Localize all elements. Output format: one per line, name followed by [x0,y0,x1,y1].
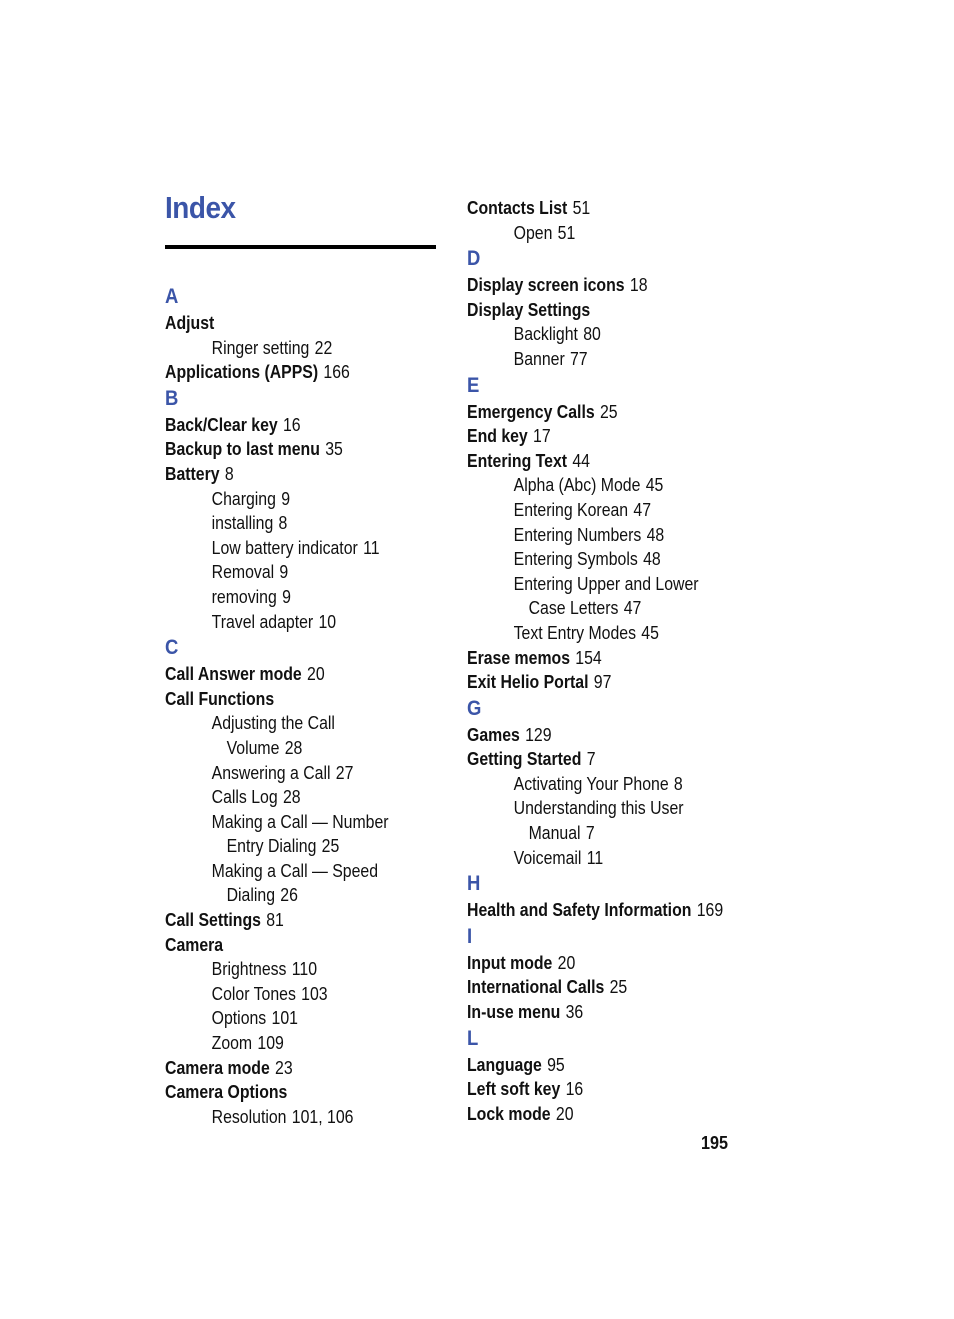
index-entry [467,975,731,1000]
index-page-ref: 45 [645,475,664,496]
index-subentry [165,761,411,786]
index-page-ref: 47 [623,598,642,619]
index-page-ref: 154 [575,647,602,668]
index-subentry [467,821,731,846]
index-page-ref: 16 [565,1079,584,1100]
index-entry [467,196,731,221]
index-page-ref: 45 [641,622,659,643]
index-term: Entering Text [467,450,568,471]
index-page-ref: 35 [325,439,343,460]
index-entry [467,1000,731,1025]
index-page-ref: 11 [586,847,604,868]
index-term: Making a Call — Number [211,811,389,832]
index-term: Color Tones [211,983,296,1004]
index-term: Calls Log [211,787,278,808]
index-page-ref: 25 [599,401,618,422]
index-term: Erase memos [467,647,571,668]
index-term: Charging [211,488,276,509]
index-entry [165,933,411,958]
index-entry [165,311,411,336]
index-page-ref: 20 [555,1103,574,1124]
index-term: Applications (APPS) [165,362,319,383]
index-entry [467,1102,731,1127]
index-entry [165,908,411,933]
index-subentry [165,336,411,361]
index-term: Low battery indicator [211,537,358,558]
index-term: Resolution [211,1106,287,1127]
index-subentry [467,322,731,347]
index-term: Making a Call — Speed [211,860,379,881]
index-term: Travel adapter [211,611,314,632]
index-term: Dialing [226,885,276,906]
index-letter-heading: H [467,872,481,896]
index-term: Exit Helio Portal [467,672,589,693]
index-page-ref: 97 [593,672,612,693]
index-term: Entering Korean [513,499,629,520]
index-entry [165,437,411,462]
index-term: Activating Your Phone [513,773,669,794]
index-entry [467,646,731,671]
index-entry [467,1077,731,1102]
index-term: Call Settings [165,910,261,931]
index-subentry [467,473,731,498]
index-page-ref: 28 [284,737,303,758]
index-page-ref: 8 [278,513,288,534]
index-page-ref: 18 [629,275,648,296]
index-page-ref: 9 [282,586,291,607]
index-page-ref: 36 [565,1002,584,1023]
index-term: Contacts List [467,198,568,218]
index-term: Entering Symbols [513,549,638,570]
index-term: In-use menu [467,1002,561,1023]
index-term: Removal [211,562,275,583]
index-letter-heading: D [467,247,481,271]
index-subentry [165,859,411,884]
index-page-ref: 80 [583,324,601,345]
index-page-ref: 101, 106 [291,1106,354,1127]
index-term: Open [513,222,553,243]
index-term: International Calls [467,977,605,998]
index-page-ref: 48 [643,549,661,570]
index-term: Voicemail [513,847,582,868]
index-page-ref: 27 [335,762,354,783]
index-term: Call Answer mode [165,664,302,685]
index-entry [467,298,731,323]
index-subentry [467,772,731,797]
index-term: Volume [226,737,280,758]
index-term: Call Functions [165,688,275,709]
index-term: removing [211,586,277,607]
index-subentry [165,610,411,635]
index-subentry [165,1006,411,1031]
index-subentry [165,487,411,512]
index-entry [467,670,731,695]
index-term: Display screen icons [467,275,625,296]
index-letter-heading: A [165,285,179,308]
index-subentry [165,982,411,1007]
index-term: Display Settings [467,299,591,320]
index-term: Input mode [467,952,553,973]
index-term: Getting Started [467,749,582,770]
index-entry [467,898,731,923]
index-subentry [467,547,731,572]
index-page-ref: 110 [291,959,318,980]
index-term: Health and Safety Information [467,900,692,921]
index-page-ref: 7 [586,749,596,770]
index-term: Zoom [211,1033,253,1054]
index-subentry [467,846,731,871]
index-term: Games [467,724,520,745]
index-subentry [467,523,731,548]
index-term: Adjusting the Call [211,713,335,734]
index-page-ref: 26 [280,885,298,906]
index-page-ref: 11 [363,537,380,558]
title-rule [165,245,436,249]
index-term: Brightness [211,959,287,980]
index-term: Camera [165,934,224,955]
index-subentry [467,221,731,246]
index-entry [165,360,411,385]
page-title: Index [165,190,236,225]
index-page-ref: 20 [307,664,325,685]
index-entry [165,662,411,687]
index-page-ref: 129 [525,724,552,745]
index-entry [467,1053,731,1078]
index-term: Entering Numbers [513,524,642,545]
index-subentry [165,736,411,761]
index-entry [467,424,731,449]
index-term: Backlight [513,324,578,345]
index-subentry [165,957,411,982]
index-term: Options [211,1008,267,1029]
index-subentry [165,883,411,908]
index-letter-heading: B [165,386,179,410]
index-term: Entering Upper and Lower [513,573,699,594]
index-letter-heading: C [165,636,179,660]
index-subentry [165,560,411,585]
index-page-ref: 101 [271,1008,298,1029]
index-subentry [165,536,411,561]
index-term: Camera mode [165,1057,270,1078]
index-subentry [165,585,411,610]
index-subentry [165,810,411,835]
index-entry [165,413,411,438]
index-page-ref: 16 [283,414,301,435]
index-subentry [165,1031,411,1056]
index-subentry [467,621,731,646]
index-term: Backup to last menu [165,439,320,460]
index-term: Banner [513,348,565,369]
index-page-ref: 9 [281,488,291,509]
index-subentry [165,711,411,736]
index-page-ref: 51 [572,198,591,218]
index-term: Camera Options [165,1082,288,1103]
index-term: Ringer setting [211,337,310,358]
index-term: Answering a Call [211,762,331,783]
index-term: Adjust [165,313,215,333]
index-term: installing [211,513,274,534]
index-term: Back/Clear key [165,414,278,435]
index-page-ref: 77 [570,348,588,369]
index-page-ref: 20 [557,952,576,973]
index-term: Manual [528,823,581,844]
index-entry [467,400,731,425]
index-term: Language [467,1054,542,1075]
index-page-ref: 166 [323,362,350,383]
index-term: Entry Dialing [226,836,317,857]
page-number: 195 [701,1133,729,1153]
index-term: Battery [165,463,220,484]
index-column-left [165,283,445,1129]
index-term: Emergency Calls [467,401,595,422]
index-page-ref: 8 [673,773,683,794]
index-page-ref: 48 [646,524,665,545]
index-entry [165,1080,411,1105]
index-entry [467,951,731,976]
index-subentry [165,511,411,536]
index-term: End key [467,426,528,447]
index-term: Understanding this User [513,798,684,819]
index-page-ref: 28 [282,787,301,808]
index-entry [467,273,731,298]
index-page-ref: 25 [321,836,340,857]
index-subentry [467,498,731,523]
index-subentry [467,596,731,621]
index-entry [165,462,411,487]
index-page-ref: 95 [547,1054,565,1075]
index-term: Left soft key [467,1079,561,1100]
index-subentry [165,1105,411,1130]
index-subentry [467,796,731,821]
index-page-ref: 22 [314,337,333,358]
index-page-ref: 51 [557,222,576,243]
index-term: Lock mode [467,1103,551,1124]
index-page-ref: 109 [257,1033,284,1054]
index-page-ref: 47 [633,499,652,520]
index-page-ref: 7 [585,823,595,844]
index-page-ref: 8 [224,463,234,484]
index-letter-heading: G [467,696,482,720]
index-letter-heading: I [467,924,473,948]
index-page-ref: 17 [533,426,551,447]
index-subentry [467,572,731,597]
index-entry [467,723,731,748]
index-page-ref: 9 [279,562,289,583]
index-page-ref: 44 [572,450,590,471]
index-column-right [467,196,767,1126]
index-subentry [165,785,411,810]
index-term: Alpha (Abc) Mode [513,475,641,496]
index-term: Text Entry Modes [513,622,637,643]
index-page-ref: 23 [275,1057,293,1078]
index-entry [165,1056,411,1081]
index-page-ref: 10 [318,611,337,632]
index-page-ref: 169 [696,900,724,921]
index-subentry [165,834,411,859]
index-letter-heading: E [467,373,480,397]
index-term: Case Letters [528,598,619,619]
index-subentry [467,347,731,372]
index-entry [467,449,731,474]
index-letter-heading: L [467,1026,479,1050]
index-page-ref: 25 [609,977,628,998]
index-page-ref: 81 [266,910,284,931]
index-entry [165,687,411,712]
index-entry [467,747,731,772]
index-page-ref: 103 [301,983,328,1004]
